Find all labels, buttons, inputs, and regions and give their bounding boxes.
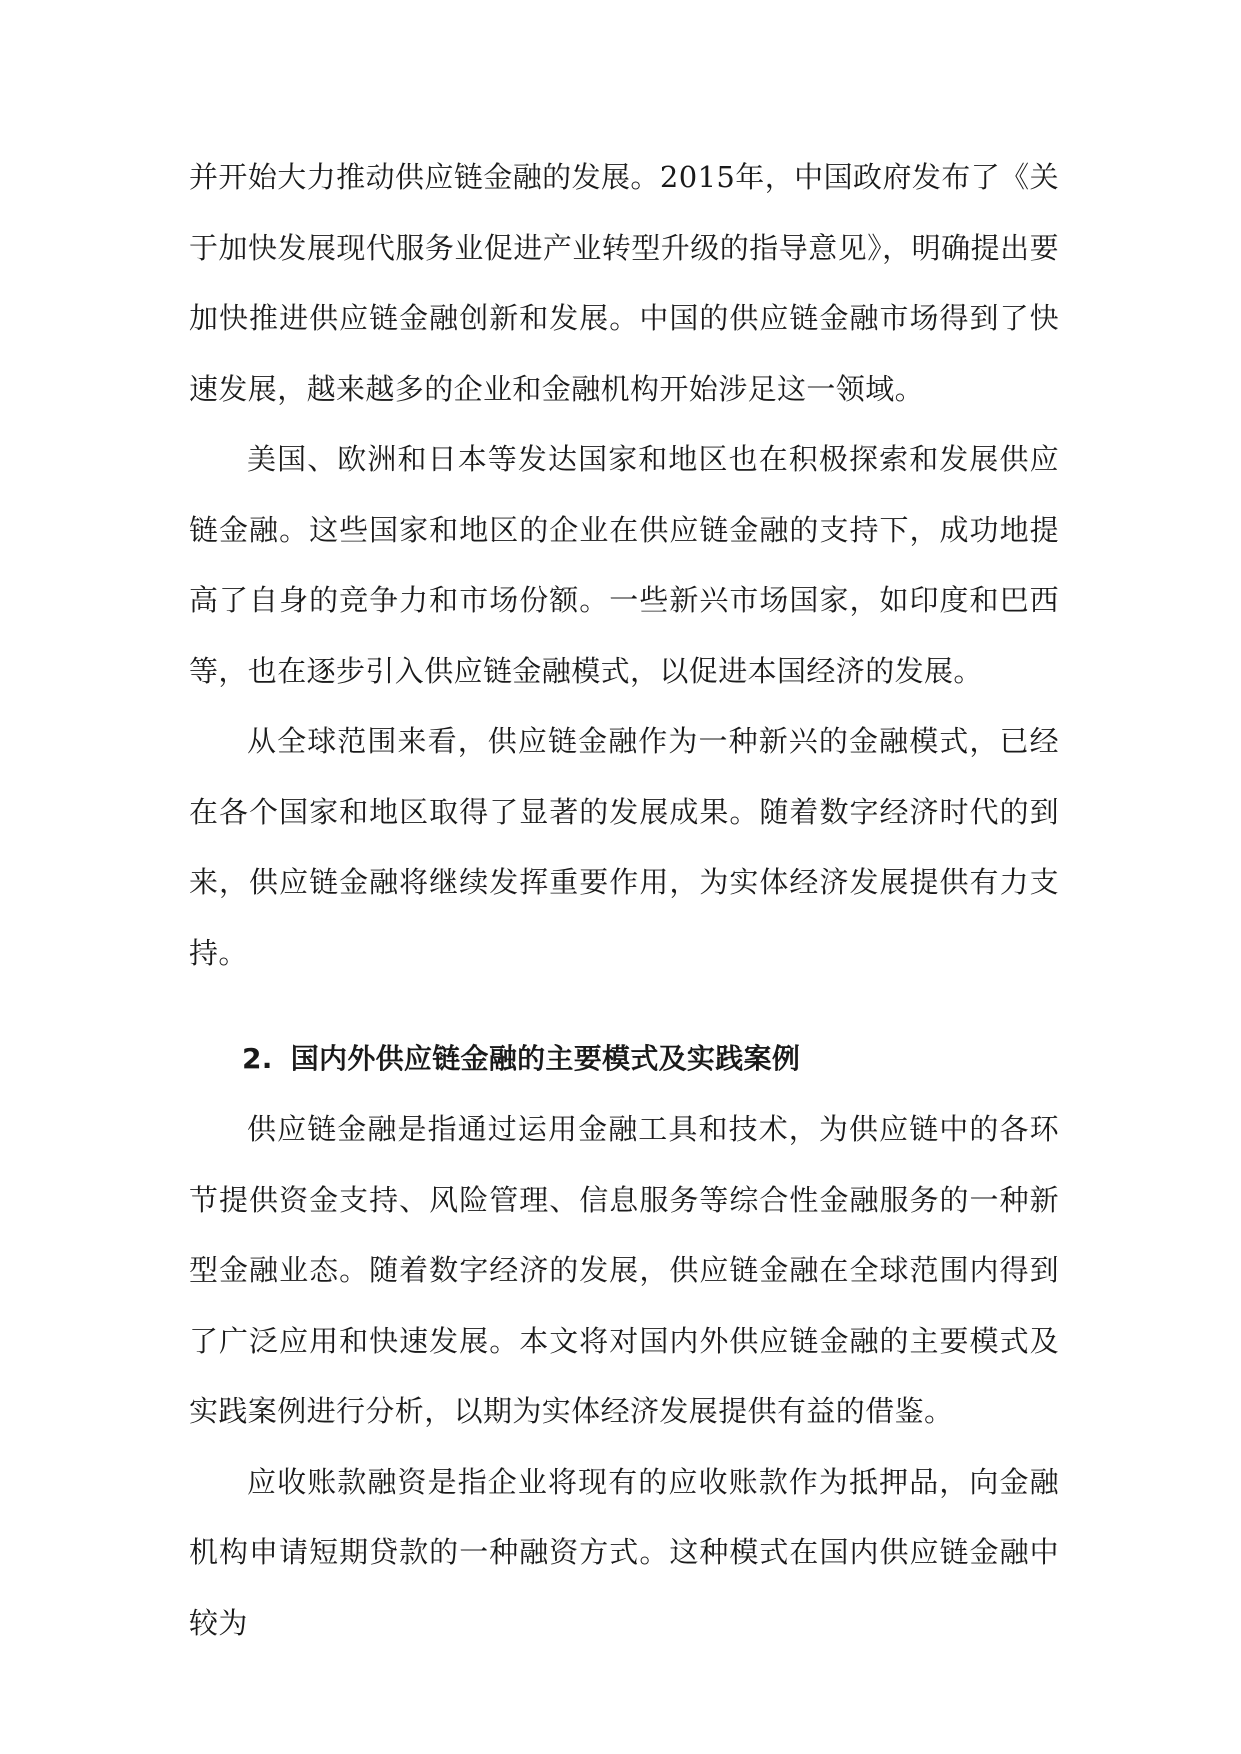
document-body (189, 142, 1059, 1658)
paragraph-developed-countries: 美国、欧洲和日本等发达国家和地区也在积极探索和发展供应链金融。这些国家和地区的企业在供应链金融的支持下，成功地提高了自身的竞争力和市场份额。一些新兴市场国家，如印度和巴西等，也在逐步引入供应链金融模式，以促进本国经济的发展。 (189, 442, 1059, 688)
paragraph-definition: 供应链金融是指通过运用金融工具和技术，为供应链中的各环节提供资金支持、风险管理、信息服务等综合性金融服务的一种新型金融业态。随着数字经济的发展，供应链金融在全球范围内得到了广泛应用和快速发展。本文将对国内外供应链金融的主要模式及实践案例进行分析，以期为实体经济发展提供有益的借鉴。 (189, 1112, 1059, 1428)
section-heading (189, 1024, 1059, 1094)
paragraph-continuation: 并开始大力推动供应链金融的发展。2015年，中国政府发布了《关于加快发展现代服务业促进产业转型升级的指导意见》，明确提出要加快推进供应链金融创新和发展。中国的供应链金融市场得到了快速发展，越来越多的企业和金融机构开始涉足这一领域。 (189, 160, 1059, 406)
paragraph-global-perspective: 从全球范围来看，供应链金融作为一种新兴的金融模式，已经在各个国家和地区取得了显著的发展成果。随着数字经济时代的到来，供应链金融将继续发挥重要作用，为实体经济发展提供有力支持。 (189, 724, 1059, 970)
paragraph-receivables-financing: 应收账款融资是指企业将现有的应收账款作为抵押品，向金融机构申请短期贷款的一种融资方式。这种模式在国内供应链金融中较为 (189, 1464, 1059, 1640)
section-title: 国内外供应链金融的主要模式及实践案例 (290, 1042, 801, 1075)
section-number: 2. (242, 1042, 273, 1075)
